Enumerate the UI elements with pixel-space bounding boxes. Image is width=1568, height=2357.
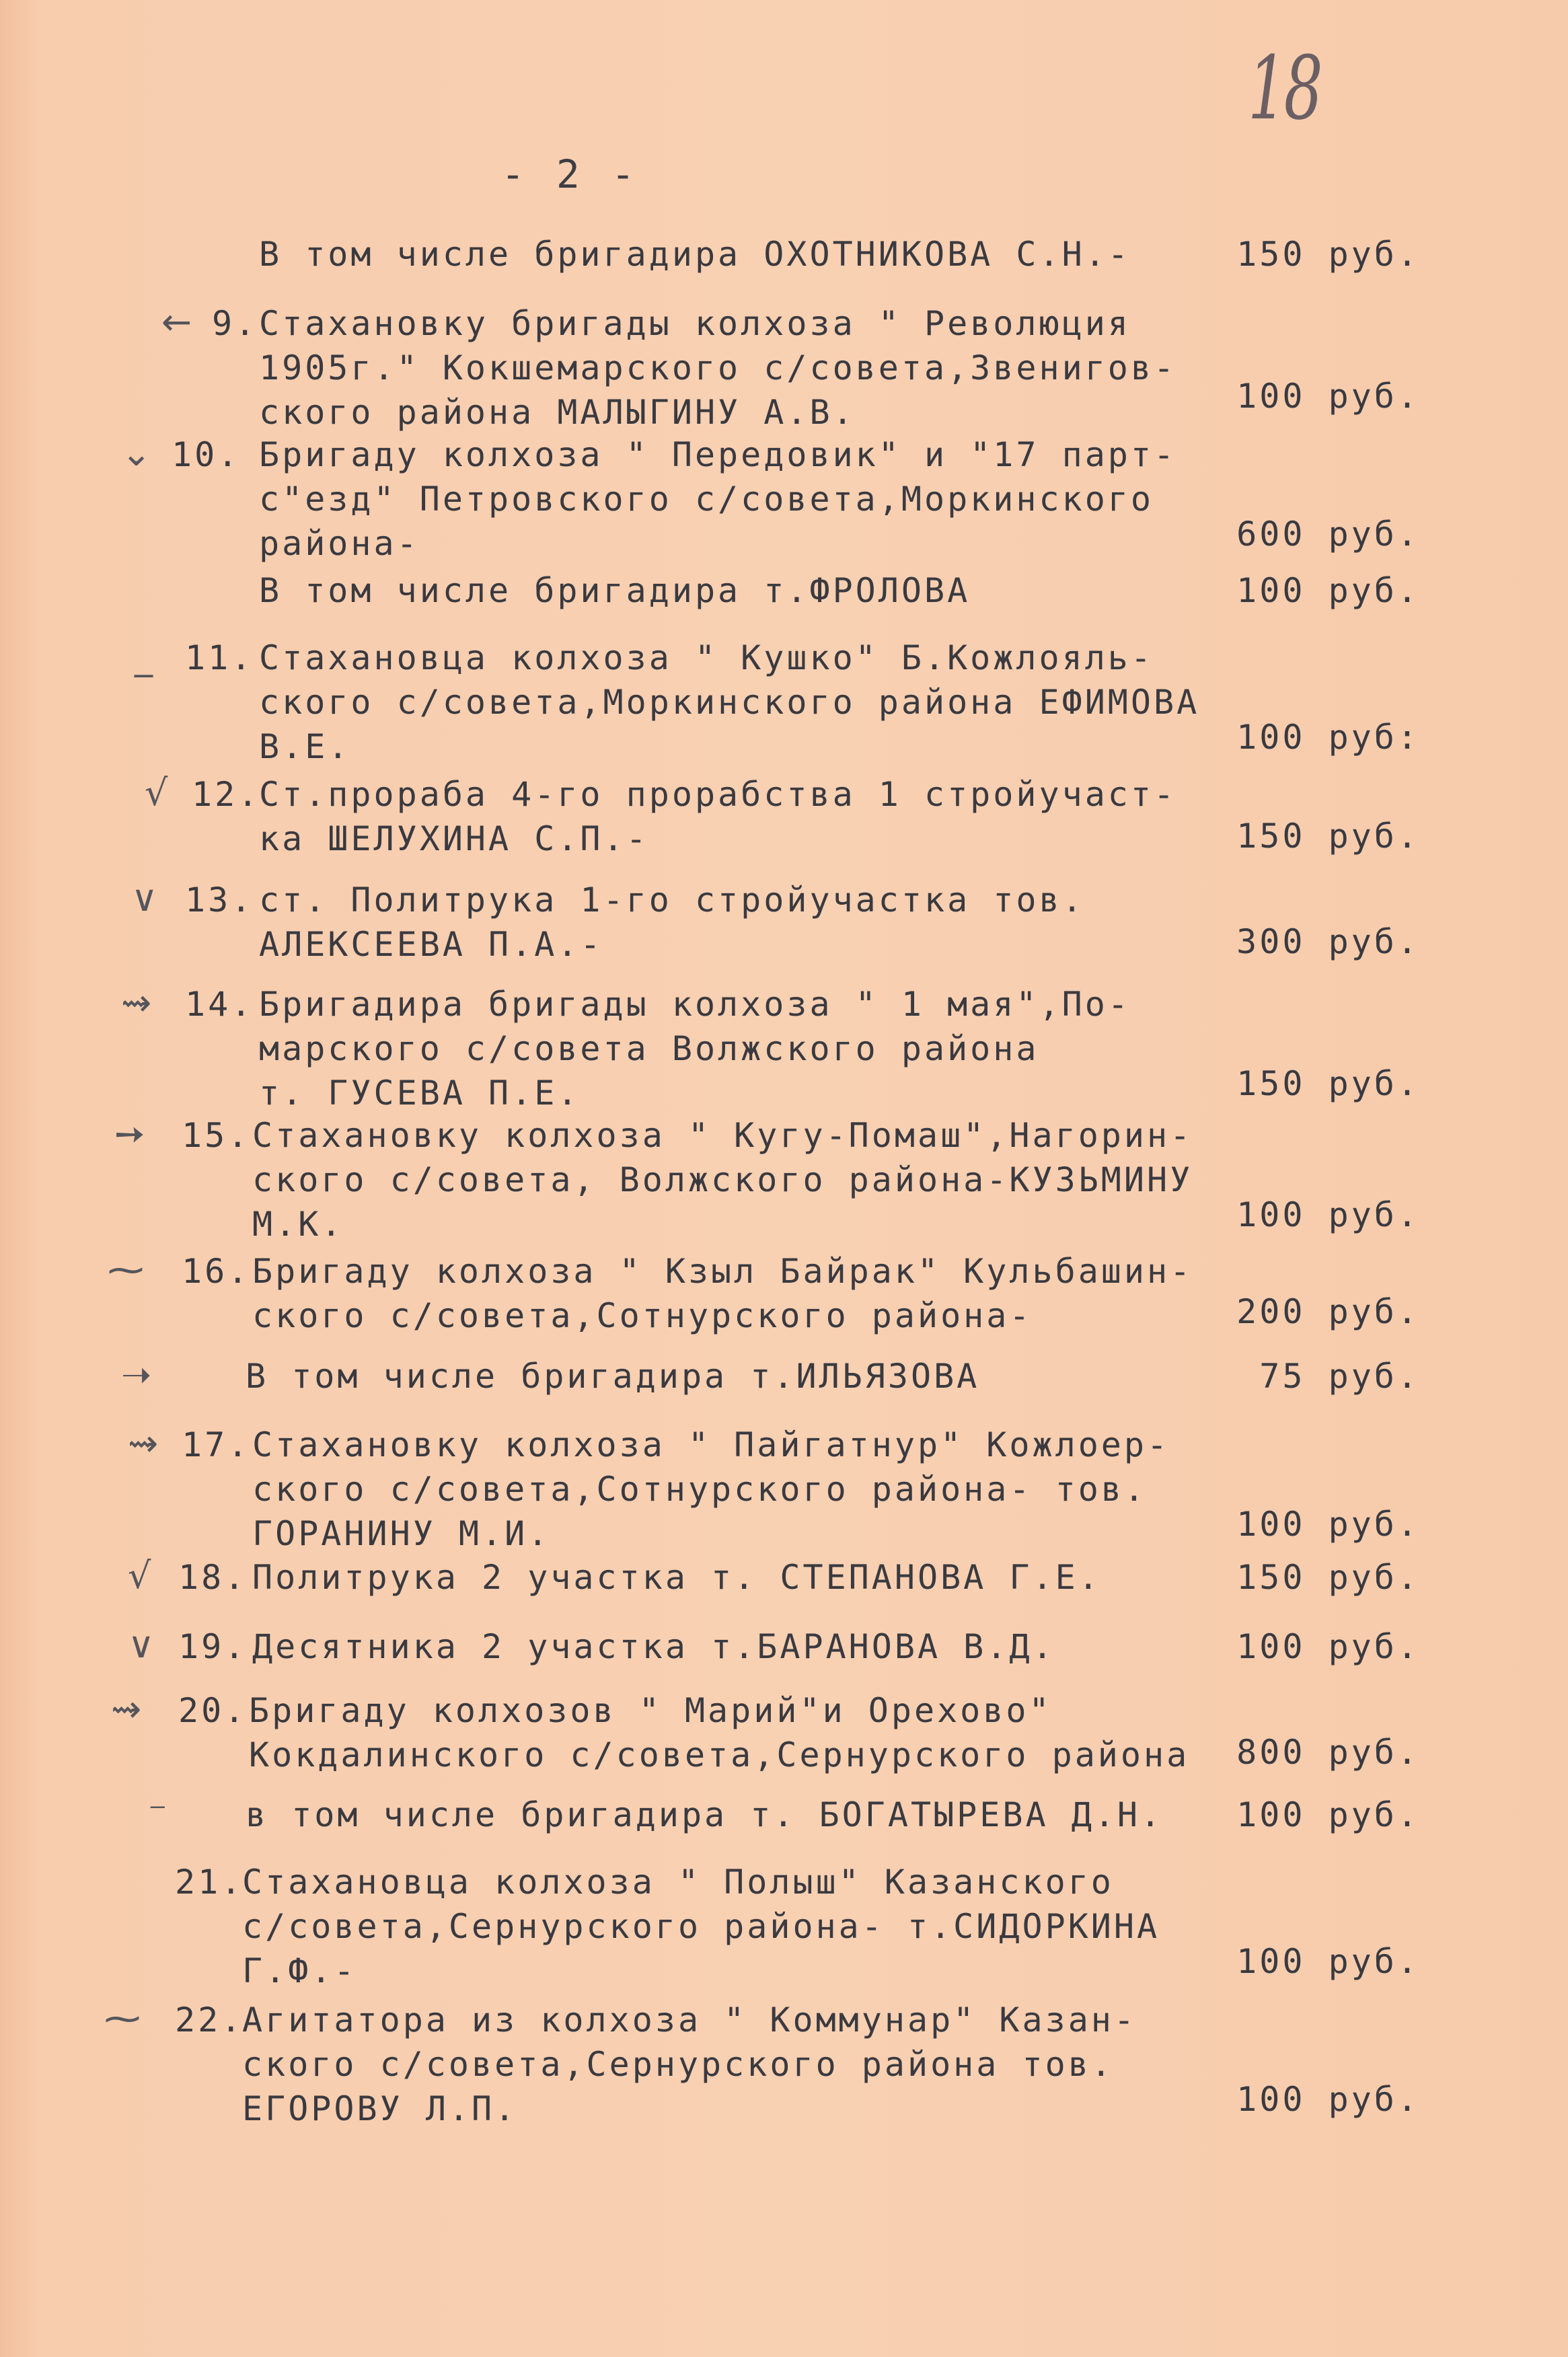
amount-rubles: 100 руб: xyxy=(1236,718,1420,757)
margin-tick-mark: ⇝ xyxy=(128,1422,159,1464)
entry-text-line: ского с/совета,Сотнурского района- тов. xyxy=(252,1470,1147,1509)
margin-tick-mark: ∨ xyxy=(128,1624,155,1666)
entry-number: 20. xyxy=(178,1691,248,1730)
margin-tick-mark: ∨ xyxy=(131,877,158,920)
amount-rubles: 100 руб. xyxy=(1236,1505,1420,1544)
amount-rubles: 100 руб. xyxy=(1236,1795,1420,1834)
entry-text-line: ского с/совета,Моркинского района ЕФИМОВА xyxy=(259,683,1200,722)
margin-tick-mark: ⇝ xyxy=(111,1688,142,1730)
amount-rubles: 150 руб. xyxy=(1236,235,1420,274)
margin-tick-mark: ← xyxy=(161,301,192,343)
entry-text-line: Стахановку бригады колхоза " Революция xyxy=(259,304,1131,343)
entry-text-line: Политрука 2 участка т. СТЕПАНОВА Г.Е. xyxy=(252,1558,1101,1597)
entry-text-line: Бригаду колхоза " Кзыл Байрак" Кульбашин- xyxy=(252,1252,1193,1291)
margin-tick-mark: ⁻ xyxy=(148,1792,167,1834)
entry-text-line: ка ШЕЛУХИНА С.П.- xyxy=(259,819,649,858)
entry-number: 11. xyxy=(185,638,254,677)
amount-rubles: 100 руб. xyxy=(1236,1627,1420,1666)
margin-tick-mark: ➙ xyxy=(114,1113,145,1155)
entry-text-line: В.Е. xyxy=(259,727,351,766)
amount-rubles: 300 руб. xyxy=(1236,922,1420,961)
entry-number: 19. xyxy=(178,1627,248,1666)
amount-rubles: 200 руб. xyxy=(1236,1292,1420,1331)
entry-text-line: Кокдалинского с/совета,Сернурского района xyxy=(249,1735,1190,1774)
margin-tick-mark: ➝ xyxy=(121,1353,152,1396)
margin-tick-mark: ⁓ xyxy=(104,1997,141,2040)
entry-text-line: т. ГУСЕВА П.Е. xyxy=(259,1074,581,1113)
entry-text-line: Стахановца колхоза " Кушко" Б.Кожлояль- xyxy=(259,638,1154,677)
entry-number: 21. xyxy=(175,1863,244,1902)
entry-number: 15. xyxy=(182,1116,251,1155)
entry-text-line: с/совета,Сернурского района- т.СИДОРКИНА xyxy=(242,1907,1160,1946)
entry-text-line: 1905г." Кокшемарского с/совета,Звенигов- xyxy=(259,348,1177,387)
entry-number: 22. xyxy=(175,2000,244,2040)
entry-text-line: М.К. xyxy=(252,1205,344,1244)
entry-number: 17. xyxy=(182,1425,251,1464)
entry-text-line: Бригаду колхозов " Марий"и Орехово" xyxy=(249,1691,1052,1730)
entry-number: 14. xyxy=(185,985,254,1024)
amount-rubles: 100 руб. xyxy=(1236,2080,1420,2119)
entry-text-line: Бригадира бригады колхоза " 1 мая",По- xyxy=(259,985,1131,1024)
entry-text-line: ского с/совета, Волжского района-КУЗЬМИНУ xyxy=(252,1160,1193,1199)
entry-text-line: марского с/совета Волжского района xyxy=(259,1029,1039,1068)
entry-text-line: района- xyxy=(259,524,420,563)
entry-text-line: Стахановца колхоза " Полыш" Казанского xyxy=(242,1863,1114,1902)
entry-text-line: Ст.прораба 4-го прорабства 1 стройучаст- xyxy=(259,775,1177,814)
margin-tick-mark: √ xyxy=(145,772,168,814)
entry-text-line: ГОРАНИНУ М.И. xyxy=(252,1514,551,1553)
entry-text-line: с"езд" Петровского с/совета,Моркинского xyxy=(259,480,1154,519)
margin-tick-mark: ⁓ xyxy=(108,1248,144,1291)
entry-text-line: В том числе бригадира т.ФРОЛОВА xyxy=(259,571,971,610)
amount-rubles: 100 руб. xyxy=(1236,377,1420,416)
entry-text-line: ского с/совета,Сотнурского района- xyxy=(252,1296,1033,1335)
entry-number: 12. xyxy=(192,775,261,814)
entry-text-line: ст. Политрука 1-го стройучастка тов. xyxy=(259,881,1085,920)
entry-number: 18. xyxy=(178,1558,248,1597)
entry-text-line: В том числе бригадира ОХОТНИКОВА С.Н.- xyxy=(259,235,1131,274)
entry-text-line: ского района МАЛЫГИНУ А.В. xyxy=(259,393,856,432)
entry-number: 9. xyxy=(212,304,258,343)
entry-text-line: Бригаду колхоза " Передовик" и "17 парт- xyxy=(259,435,1177,474)
amount-rubles: 150 руб. xyxy=(1236,817,1420,856)
page-number: - 2 - xyxy=(501,151,639,197)
margin-tick-mark: _ xyxy=(135,635,153,677)
amount-rubles: 100 руб. xyxy=(1236,1195,1420,1234)
amount-rubles: 600 руб. xyxy=(1236,515,1420,554)
entry-text-line: ЕГОРОВУ Л.П. xyxy=(242,2089,518,2128)
entry-text-line: Стахановку колхоза " Кугу-Помаш",Нагорин- xyxy=(252,1116,1193,1155)
amount-rubles: 150 руб. xyxy=(1236,1064,1420,1103)
entry-text-line: Г.Ф.- xyxy=(242,1951,357,1990)
margin-tick-mark: ⌄ xyxy=(121,432,152,474)
amount-rubles: 100 руб. xyxy=(1236,1942,1420,1981)
amount-rubles: 800 руб. xyxy=(1236,1733,1420,1772)
margin-tick-mark: ⇝ xyxy=(121,981,152,1024)
entry-text-line: Стахановку колхоза " Пайгатнур" Кожлоер- xyxy=(252,1425,1170,1464)
entry-text-line: АЛЕКСЕЕВА П.А.- xyxy=(259,925,603,964)
folio-number: 18 xyxy=(1248,37,1320,139)
entry-text-line: Десятника 2 участка т.БАРАНОВА В.Д. xyxy=(252,1627,1055,1666)
amount-rubles: 75 руб. xyxy=(1259,1357,1420,1396)
entry-text-line: ского с/совета,Сернурского района тов. xyxy=(242,2045,1114,2084)
margin-tick-mark: √ xyxy=(128,1555,151,1597)
entry-text-line: Агитатора из колхоза " Коммунар" Казан- xyxy=(242,2000,1137,2040)
amount-rubles: 100 руб. xyxy=(1236,571,1420,610)
entry-number: 16. xyxy=(182,1252,251,1291)
amount-rubles: 150 руб. xyxy=(1236,1558,1420,1597)
entry-text-line: В том числе бригадира т.ИЛЬЯЗОВА xyxy=(246,1357,980,1396)
entry-number: 10. xyxy=(172,435,241,474)
entry-text-line: в том числе бригадира т. БОГАТЫРЕВА Д.Н. xyxy=(246,1795,1164,1834)
entry-number: 13. xyxy=(185,881,254,920)
